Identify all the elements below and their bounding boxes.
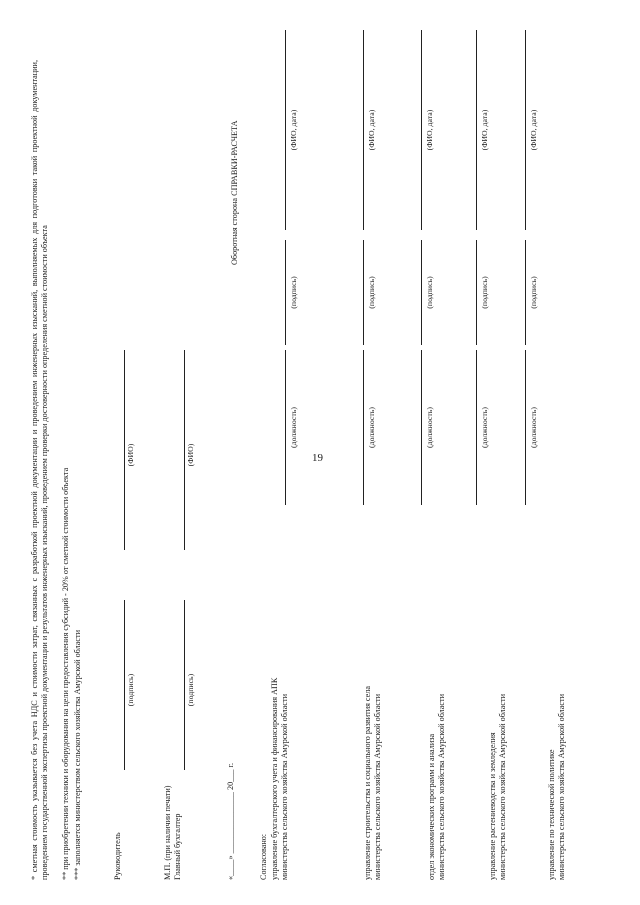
approval-signature-line-3 (421, 240, 422, 345)
approval-position-line-4 (476, 350, 477, 505)
approval-name-line-3 (421, 30, 422, 230)
approval-signature-line-1 (285, 240, 286, 345)
approval-signature-caption-1: (подпись) (289, 276, 298, 309)
approval-name-line-2 (363, 30, 364, 230)
approval-name-caption-1: (ФИО, дата) (289, 109, 298, 151)
approval-position-caption-3: (должность) (425, 407, 434, 448)
approval-signature-caption-5: (подпись) (529, 276, 538, 309)
approval-position-line-2 (363, 350, 364, 505)
head-name-caption: (ФИО) (126, 443, 135, 467)
rotated-document-body (0, 20, 620, 880)
approval-name-line-5 (525, 30, 526, 230)
accountant-name-line (184, 350, 185, 550)
approval-signature-line-2 (363, 240, 364, 345)
accountant-signature-line (184, 600, 185, 770)
agreed-label: Согласовано: (259, 833, 268, 880)
accountant-name-caption: (ФИО) (186, 443, 195, 467)
stamp-note: М.П. (при наличии печати) (163, 785, 172, 880)
approval-position-line-3 (421, 350, 422, 505)
approval-name-caption-3: (ФИО, дата) (425, 109, 434, 151)
footnote-3: *** заполняется министерством сельского хозяйства Амурской области (73, 630, 82, 880)
approval-position-caption-4: (должность) (480, 407, 489, 448)
footnote-1: * сметная стоимость указывается без учета НДС и стоимости затрат, связанных с разработкой проектной документации и проведением инженерных изысканий, выполняемых для подготовки такой проектной документации, проведением государственной экспертизы проектной документации и результатов инженерных изысканий, проведением проверки достоверности определения сметной стоимости объекта (30, 60, 50, 880)
approval-name-line-4 (476, 30, 477, 230)
approval-org-5: управление по технической политике министерства сельского хозяйства Амурской области (547, 694, 567, 880)
approval-position-caption-5: (должность) (529, 407, 538, 448)
approval-signature-caption-4: (подпись) (480, 276, 489, 309)
date-line: «____» _______________ 20___ г. (226, 762, 235, 880)
approval-name-caption-4: (ФИО, дата) (480, 109, 489, 151)
approval-name-caption-2: (ФИО, дата) (367, 109, 376, 151)
approval-org-2: управление строительства и социального развития села министерства сельского хозяйства Амурской области (363, 686, 383, 880)
page-number: 19 (312, 452, 323, 464)
approval-name-line-1 (285, 30, 286, 230)
accountant-label: Главный бухгалтер (173, 813, 182, 880)
approval-signature-caption-3: (подпись) (425, 276, 434, 309)
head-signature-caption: (подпись) (126, 673, 135, 707)
footnote-2: ** при приобретении техники и оборудования на цели предоставления субсидий - 20% от сметной стоимости объекта (61, 467, 70, 880)
approval-org-3: отдел экономических программ и анализа министерства сельского хозяйства Амурской области (427, 694, 447, 880)
approval-name-caption-5: (ФИО, дата) (529, 109, 538, 151)
accountant-signature-caption: (подпись) (186, 673, 195, 707)
head-signature-line (124, 600, 125, 770)
approval-org-4: управление растениеводства и земледелия министерства сельского хозяйства Амурской области (488, 694, 508, 880)
reverse-side-title: Оборотная сторона СПРАВКИ-РАСЧЕТА (230, 120, 239, 265)
approval-position-line-5 (525, 350, 526, 505)
approval-position-caption-2: (должность) (367, 407, 376, 448)
approval-signature-line-5 (525, 240, 526, 345)
approval-signature-caption-2: (подпись) (367, 276, 376, 309)
approval-position-caption-1: (должность) (289, 407, 298, 448)
approval-org-1: управление бухгалтерского учета и финансирования АПК министерства сельского хозяйства Амурской области (270, 677, 290, 880)
head-label: Руководитель (113, 832, 122, 880)
approval-position-line-1 (285, 350, 286, 505)
head-name-line (124, 350, 125, 550)
approval-signature-line-4 (476, 240, 477, 345)
